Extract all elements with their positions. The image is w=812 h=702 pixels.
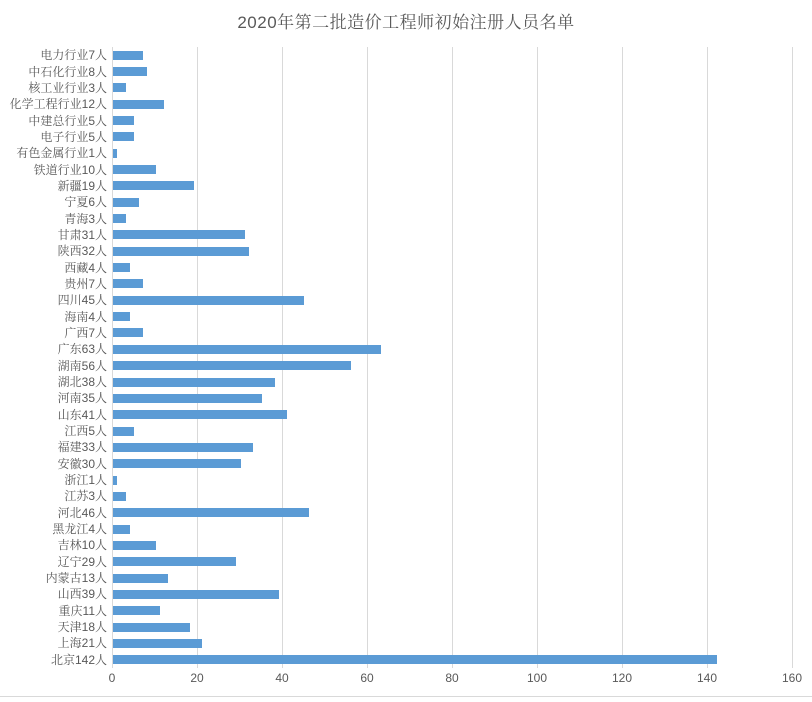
- y-tick-label: 西藏4人: [64, 260, 107, 275]
- x-tick-label: 160: [781, 671, 803, 685]
- bar: [113, 361, 351, 370]
- bar: [113, 410, 287, 419]
- y-tick-label: 青海3人: [64, 211, 107, 226]
- gridline: [537, 47, 538, 668]
- bar: [113, 606, 160, 615]
- chart-title: 2020年第二批造价工程师初始注册人员名单: [237, 13, 575, 32]
- y-tick-label: 铁道行业10人: [33, 162, 107, 177]
- y-tick-label: 山西39人: [57, 587, 107, 602]
- y-tick-label: 江苏3人: [64, 489, 107, 504]
- y-tick-label: 浙江1人: [64, 473, 107, 488]
- bar: [113, 312, 130, 321]
- bar: [113, 557, 236, 566]
- y-tick-label: 四川45人: [57, 293, 107, 308]
- x-tick-label: 60: [360, 671, 374, 685]
- bar: [113, 116, 134, 125]
- x-tick-label: 80: [445, 671, 459, 685]
- gridline: [792, 47, 793, 668]
- bar: [113, 132, 134, 141]
- x-tick-label: 120: [611, 671, 633, 685]
- y-tick-label: 上海21人: [57, 636, 107, 651]
- y-tick-label: 宁夏6人: [64, 195, 107, 210]
- bar: [113, 230, 245, 239]
- x-tick-label: 140: [696, 671, 718, 685]
- bar: [113, 541, 156, 550]
- y-tick-label: 重庆11人: [58, 603, 107, 618]
- bar: [113, 623, 190, 632]
- gridline: [282, 47, 283, 668]
- bar: [113, 247, 249, 256]
- y-tick-label: 陕西32人: [57, 244, 107, 259]
- bar: [113, 165, 156, 174]
- y-tick-label: 河南35人: [57, 391, 107, 406]
- bar: [113, 525, 130, 534]
- bar: [113, 149, 117, 158]
- y-tick-label: 中建总行业5人: [28, 113, 107, 128]
- y-tick-label: 黑龙江4人: [52, 522, 107, 537]
- y-tick-label: 山东41人: [57, 407, 107, 422]
- x-tick-label: 20: [190, 671, 204, 685]
- bar: [113, 296, 304, 305]
- bar: [113, 508, 309, 517]
- x-axis-labels: [0, 671, 812, 687]
- bar: [113, 328, 143, 337]
- bar: [113, 574, 168, 583]
- gridline: [707, 47, 708, 668]
- plot-area: [112, 47, 792, 668]
- y-tick-label: 福建33人: [57, 440, 107, 455]
- gridline: [452, 47, 453, 668]
- y-tick-label: 有色金属行业1人: [16, 146, 107, 161]
- y-axis-labels: [0, 47, 107, 668]
- gridline: [197, 47, 198, 668]
- y-tick-label: 中石化行业8人: [28, 64, 107, 79]
- bar: [113, 263, 130, 272]
- y-tick-label: 辽宁29人: [57, 554, 107, 569]
- y-tick-label: 甘肃31人: [57, 227, 107, 242]
- bar: [113, 100, 164, 109]
- y-tick-label: 贵州7人: [64, 276, 107, 291]
- y-tick-label: 内蒙古13人: [45, 571, 107, 586]
- y-tick-label: 安徽30人: [57, 456, 107, 471]
- bar: [113, 459, 241, 468]
- bar: [113, 51, 143, 60]
- y-tick-label: 化学工程行业12人: [9, 97, 107, 112]
- y-tick-label: 江西5人: [64, 424, 107, 439]
- bar: [113, 214, 126, 223]
- y-tick-label: 广东63人: [57, 342, 107, 357]
- y-tick-label: 核工业行业3人: [28, 80, 107, 95]
- y-tick-label: 新疆19人: [57, 178, 107, 193]
- bar: [113, 655, 717, 664]
- x-tick-label: 100: [526, 671, 548, 685]
- y-tick-label: 海南4人: [64, 309, 107, 324]
- y-tick-label: 电力行业7人: [40, 48, 107, 63]
- y-tick-label: 湖北38人: [57, 375, 107, 389]
- gridline: [367, 47, 368, 668]
- bar: [113, 345, 381, 354]
- y-tick-label: 电子行业5人: [40, 129, 107, 144]
- bar: [113, 492, 126, 501]
- y-tick-label: 河北46人: [57, 505, 107, 520]
- bar: [113, 198, 139, 207]
- x-tick-label: 0: [108, 671, 116, 685]
- bar: [113, 443, 253, 452]
- gridline: [622, 47, 623, 668]
- y-tick-label: 吉林10人: [57, 538, 107, 553]
- bar: [113, 590, 279, 599]
- bar: [113, 394, 262, 403]
- bar: [113, 378, 275, 387]
- bar: [113, 181, 194, 190]
- y-tick-label: 湖南56人: [57, 358, 107, 373]
- bar: [113, 427, 134, 436]
- y-tick-label: 北京142人: [50, 652, 107, 667]
- x-tick-label: 40: [275, 671, 289, 685]
- chart-bottom-border: [0, 696, 812, 697]
- y-tick-label: 天津18人: [57, 620, 107, 635]
- bar: [113, 639, 202, 648]
- bar: [113, 279, 143, 288]
- bar: [113, 476, 117, 485]
- y-tick-label: 广西7人: [64, 325, 107, 340]
- bar: [113, 83, 126, 92]
- bar: [113, 67, 147, 76]
